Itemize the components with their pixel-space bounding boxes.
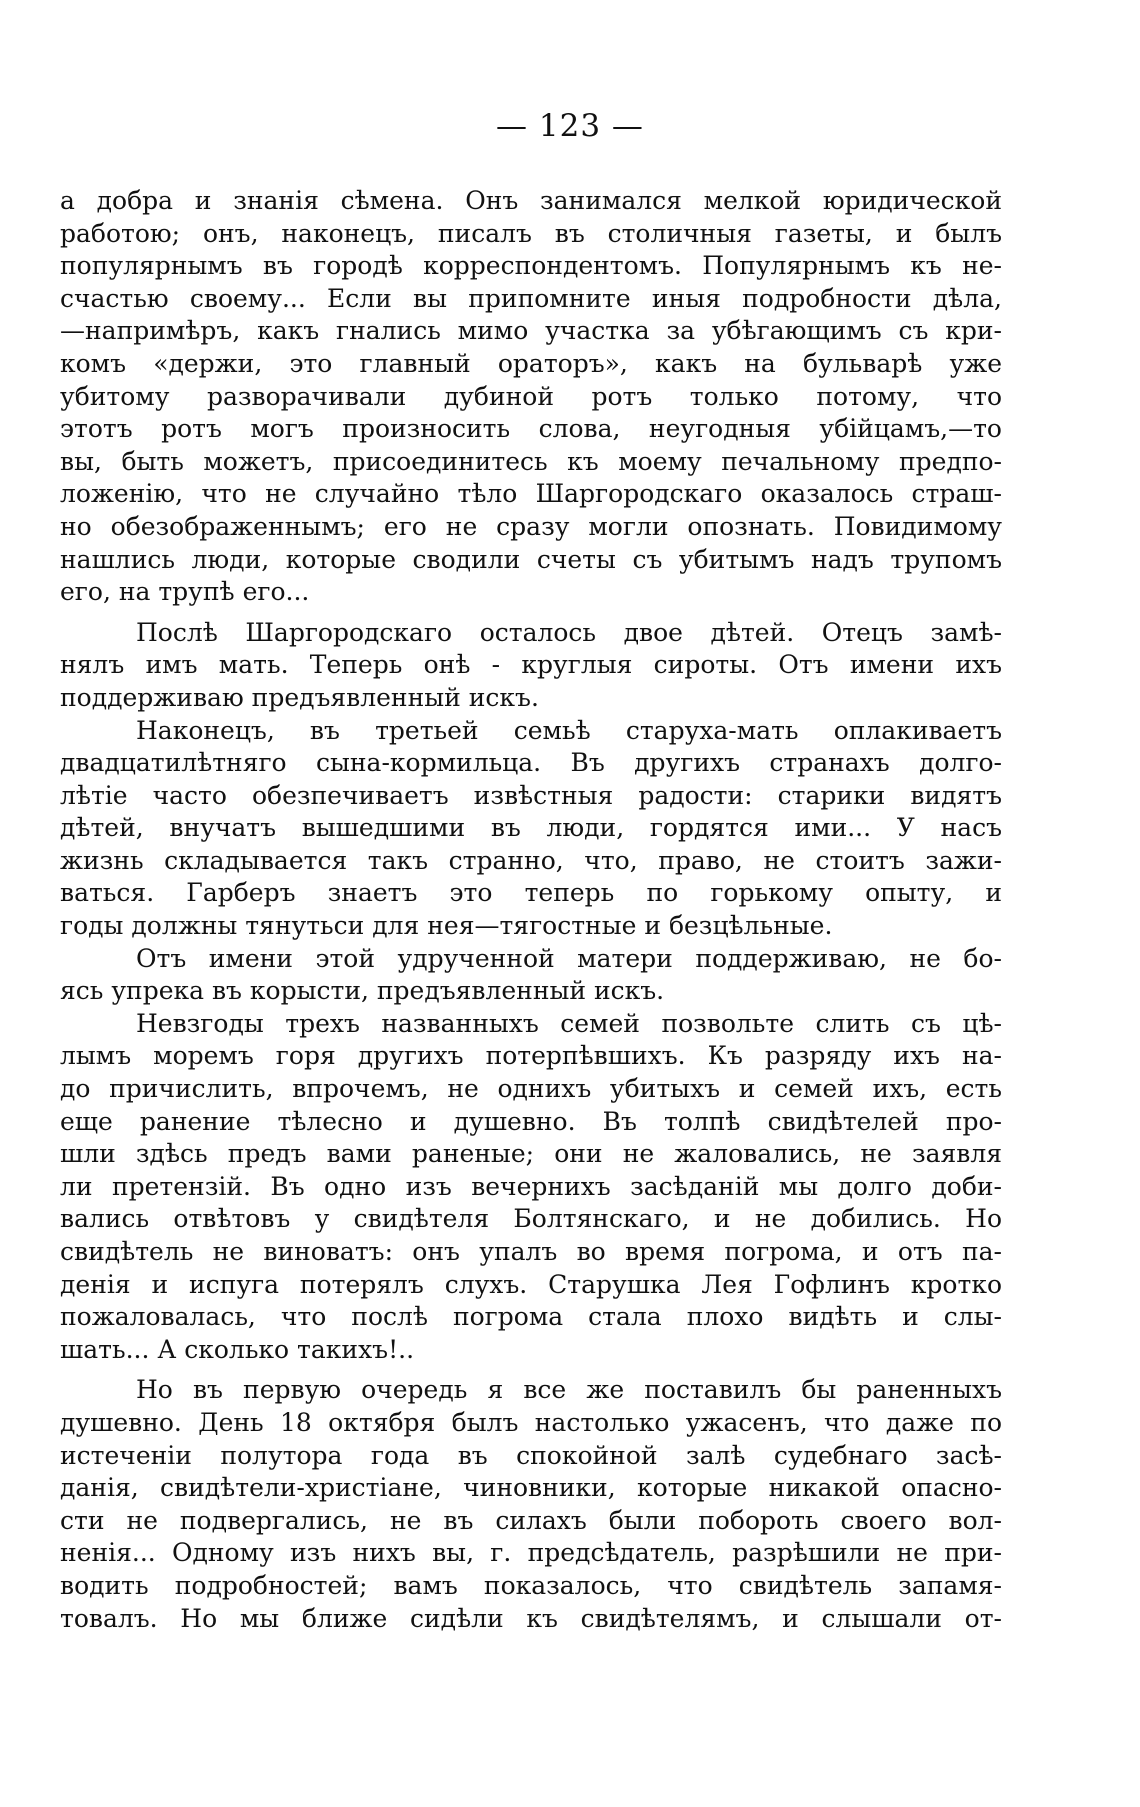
- paragraph-gap: [60, 1366, 1002, 1374]
- text-line: лѣтіе часто обезпечиваетъ извѣстныя радости: старики видятъ: [60, 780, 1002, 810]
- text-line: пожаловалась, что послѣ погрома стала плохо видѣть и слы-: [60, 1302, 1002, 1332]
- text-line: этотъ ротъ могъ произносить слова, неугодныя убійцамъ,—то: [60, 414, 1002, 444]
- paragraph: [60, 1374, 1002, 1635]
- text-line: его, на трупѣ его...: [60, 577, 310, 607]
- paragraph: [60, 943, 1002, 1008]
- text-line: до причислить, впрочемъ, не однихъ убитыхъ и семей ихъ, есть: [60, 1074, 1002, 1104]
- paragraph: [60, 617, 1002, 715]
- page-number: — 123 —: [496, 108, 644, 144]
- paragraph: [60, 1008, 1002, 1367]
- text-line: Послѣ Шаргородскаго осталось двое дѣтей. Отецъ замѣ-: [136, 617, 1002, 647]
- text-line: ли претензій. Въ одно изъ вечернихъ засѣданій мы долго доби-: [60, 1171, 1002, 1201]
- paragraph: [60, 715, 1002, 943]
- body-text: [60, 185, 1002, 1635]
- text-line: вы, быть можетъ, присоединитесь къ моему печальному предпо-: [60, 446, 1002, 476]
- text-line: но обезображеннымъ; его не сразу могли опознать. Повидимому: [60, 511, 1002, 541]
- text-line: денія и испуга потерялъ слухъ. Старушка Лея Гофлинъ кротко: [60, 1269, 1002, 1299]
- text-line: поддерживаю предъявленный искъ.: [60, 682, 539, 712]
- text-line: ваться. Гарберъ знаетъ это теперь по горькому опыту, и: [60, 878, 1002, 908]
- text-line: нашлись люди, которые сводили счеты съ убитымъ надъ трупомъ: [60, 544, 1002, 574]
- text-line: товалъ. Но мы ближе сидѣли къ свидѣтелямъ, и слышали от-: [60, 1603, 1002, 1633]
- paragraph-gap: [60, 609, 1002, 617]
- text-line: двадцатилѣтняго сына-кормильца. Въ другихъ странахъ долго-: [60, 748, 1002, 778]
- text-line: сти не подвергались, не въ силахъ были побороть своего вол-: [60, 1505, 1002, 1535]
- text-line: душевно. День 18 октября былъ настолько ужасенъ, что даже по: [60, 1407, 1002, 1437]
- text-line: данія, свидѣтели-христіане, чиновники, которые никакой опасно-: [60, 1473, 1002, 1503]
- text-line: еще ранение тѣлесно и душевно. Въ толпѣ свидѣтелей про-: [60, 1106, 1002, 1136]
- text-line: вались отвѣтовъ у свидѣтеля Болтянскаго, и не добились. Но: [60, 1204, 1002, 1234]
- text-line: шли здѣсь предъ вами раненые; они не жаловались, не заявля: [60, 1139, 1002, 1169]
- text-line: лымъ моремъ горя другихъ потерпѣвшихъ. Къ разряду ихъ на-: [60, 1041, 1002, 1071]
- text-line: Наконецъ, въ третьей семьѣ старуха-мать оплакиваетъ: [136, 715, 1002, 745]
- text-line: шать... А сколько такихъ!..: [60, 1334, 415, 1364]
- text-line: Но въ первую очередь я все же поставилъ бы раненныхъ: [136, 1375, 1002, 1405]
- text-line: ложенію, что не случайно тѣло Шаргородскаго оказалось страш-: [60, 479, 1002, 509]
- text-line: истеченіи полутора года въ спокойной залѣ судебнаго засѣ-: [60, 1440, 1002, 1470]
- text-line: ясь упрека въ корысти, предъявленный искъ.: [60, 976, 665, 1006]
- text-line: свидѣтель не виноватъ: онъ упалъ во время погрома, и отъ па-: [60, 1237, 1002, 1266]
- paragraph: [60, 185, 1002, 609]
- text-line: водить подробностей; вамъ показалось, что свидѣтель запамя-: [60, 1570, 1002, 1600]
- text-line: а добра и знанія сѣмена. Онъ занимался мелкой юридической: [60, 186, 1002, 215]
- text-line: Невзгоды трехъ названныхъ семей позвольте слить съ цѣ-: [136, 1008, 1002, 1038]
- text-line: нялъ имъ мать. Теперь онѣ - круглыя сироты. Отъ имени ихъ: [60, 650, 1002, 680]
- text-line: работою; онъ, наконецъ, писалъ въ столичныя газеты, и былъ: [60, 218, 1002, 248]
- text-line: Отъ имени этой удрученной матери поддерживаю, не бо-: [136, 943, 1002, 973]
- text-line: годы должны тянутьси для нея—тягостные и безцѣльные.: [60, 911, 833, 941]
- text-line: ненія... Одному изъ нихъ вы, г. предсѣдатель, разрѣшили не при-: [60, 1538, 1002, 1568]
- text-line: дѣтей, внучатъ вышедшими въ люди, гордятся ими... У насъ: [60, 813, 1002, 843]
- text-line: —напримѣръ, какъ гнались мимо участка за убѣгающимъ съ кри-: [60, 316, 1002, 346]
- text-line: счастью своему... Если вы припомните иныя подробности дѣла,: [60, 283, 1002, 313]
- text-line: убитому разворачивали дубиной ротъ только потому, что: [60, 381, 1002, 411]
- text-line: популярнымъ въ городѣ корреспондентомъ. Популярнымъ къ не-: [60, 251, 1002, 281]
- text-line: жизнь складывается такъ странно, что, право, не стоитъ зажи-: [60, 845, 1002, 875]
- text-line: комъ «держи, это главный ораторъ», какъ на бульварѣ уже: [60, 348, 1002, 378]
